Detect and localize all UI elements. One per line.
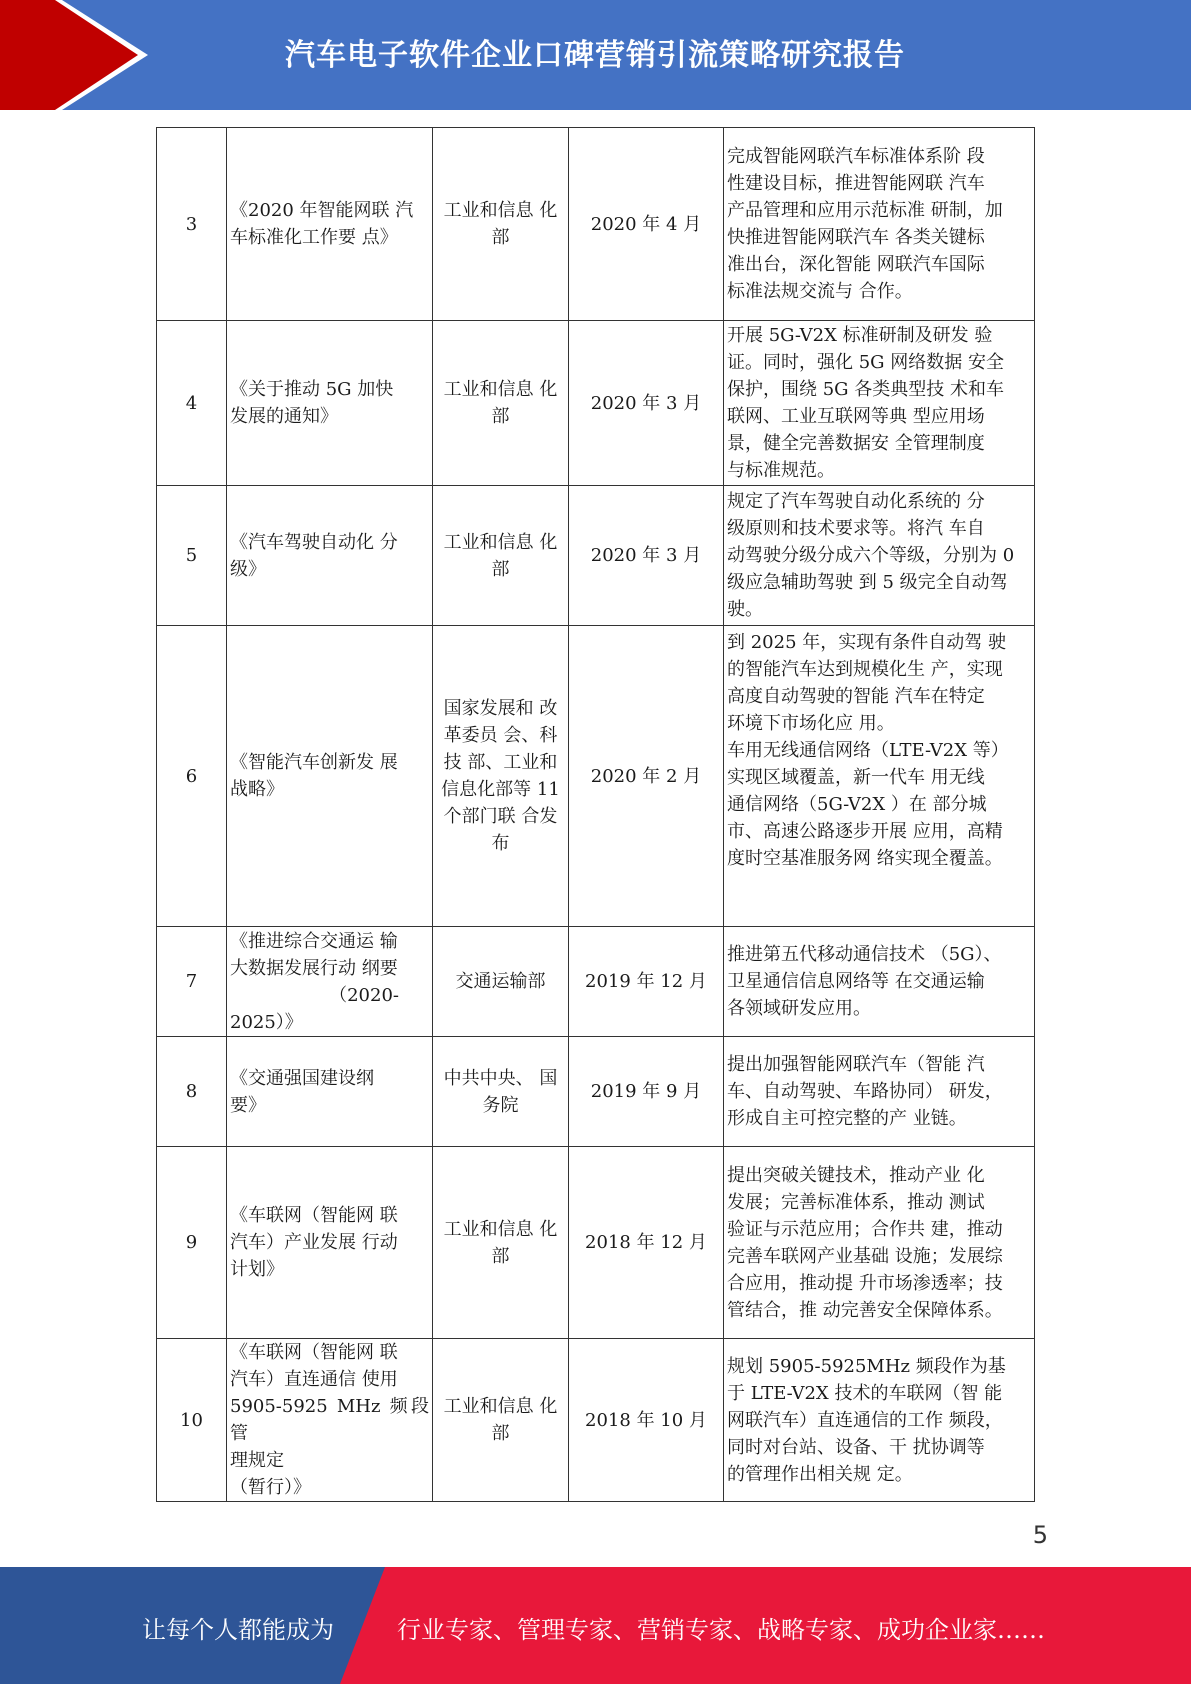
row-number: 4: [157, 321, 227, 486]
issuing-department: 工业和信息 化 部: [433, 1147, 569, 1339]
table-row: [157, 927, 1035, 1037]
issuing-department: 国家发展和 改 革委员 会、科 技 部、工业和 信息化部等 11 个部门联 合发 布: [433, 626, 569, 927]
footer-slogan-left: 让每个人都能成为: [142, 1616, 334, 1644]
row-number: 8: [157, 1037, 227, 1147]
table-row: [157, 486, 1035, 626]
footer-slogan-right: 行业专家、管理专家、营销专家、战略专家、成功企业家……: [397, 1616, 1045, 1644]
issue-date: 2019 年 9 月: [569, 1037, 724, 1147]
row-number: 9: [157, 1147, 227, 1339]
policy-name: 《交通强国建设纲 要》: [227, 1037, 433, 1147]
policy-description: 开展 5G-V2X 标准研制及研发 验 证。同时，强化 5G 网络数据 安全 保护，围绕 5G 各类典型技 术和车 联网、工业互联网等典 型应用场 景，健全完善数据安 全管理制度 与标准规范。: [724, 321, 1035, 486]
policy-description: 提出突破关键技术，推动产业 化 发展；完善标准体系，推动 测试 验证与示范应用；合作共 建，推动 完善车联网产业基础 设施；发展综 合应用，推动提 升市场渗透率；技 管结合，推 动完善安全保障体系。: [724, 1147, 1035, 1339]
page-header: [0, 0, 1191, 110]
issuing-department: 工业和信息 化 部: [433, 1339, 569, 1502]
issue-date: 2018 年 12 月: [569, 1147, 724, 1339]
policy-description: 提出加强智能网联汽车（智能 汽 车、自动驾驶、车路协同） 研发， 形成自主可控完整的产 业链。: [724, 1037, 1035, 1147]
page-number: 5: [1032, 1521, 1048, 1549]
policy-table: [156, 127, 1035, 1502]
issue-date: 2019 年 12 月: [569, 927, 724, 1037]
issuing-department: 交通运输部: [433, 927, 569, 1037]
policy-name: 《2020 年智能网联 汽 车标准化工作要 点》: [227, 128, 433, 321]
issuing-department: 工业和信息 化 部: [433, 128, 569, 321]
table-row: [157, 626, 1035, 927]
policy-name: 《车联网（智能网 联 汽车）直连通信 使用 5905-5925 MHz 频段管 理规定 （暂行）》: [227, 1339, 433, 1502]
issuing-department: 工业和信息 化 部: [433, 321, 569, 486]
row-number: 7: [157, 927, 227, 1037]
issue-date: 2020 年 2 月: [569, 626, 724, 927]
issue-date: 2020 年 3 月: [569, 321, 724, 486]
table-row: [157, 1037, 1035, 1147]
policy-description: 到 2025 年，实现有条件自动驾 驶 的智能汽车达到规模化生 产，实现 高度自动驾驶的智能 汽车在特定 环境下市场化应 用。 车用无线通信网络（LTE-V2X 等） 实现区域覆盖，新一代车 用无线 通信网络（5G-V2X ）在 部分城 市、高速公路逐步开展 应用，高精 度时空基准服务网 络实现全覆盖。: [724, 626, 1035, 927]
row-number: 10: [157, 1339, 227, 1502]
policy-name: 《智能汽车创新发 展 战略》: [227, 626, 433, 927]
row-number: 3: [157, 128, 227, 321]
policy-description: 推进第五代移动通信技术 （5G）、 卫星通信信息网络等 在交通运输 各领域研发应用。: [724, 927, 1035, 1037]
header-chevron-icon: [0, 0, 160, 110]
issue-date: 2020 年 3 月: [569, 486, 724, 626]
policy-description: 规定了汽车驾驶自动化系统的 分 级原则和技术要求等。将汽 车自 动驾驶分级分成六个等级，分别为 0 级应急辅助驾驶 到 5 级完全自动驾 驶。: [724, 486, 1035, 626]
issue-date: 2018 年 10 月: [569, 1339, 724, 1502]
policy-name: 《推进综合交通运 输 大数据发展行动 纲要 （2020- 2025）》: [227, 927, 433, 1037]
policy-name: 《车联网（智能网 联 汽车）产业发展 行动 计划》: [227, 1147, 433, 1339]
row-number: 5: [157, 486, 227, 626]
issuing-department: 中共中央、 国 务院: [433, 1037, 569, 1147]
table-row: [157, 1339, 1035, 1502]
table-row: [157, 321, 1035, 486]
header-title: 汽车电子软件企业口碑营销引流策略研究报告: [285, 38, 905, 73]
policy-description: 完成智能网联汽车标准体系阶 段 性建设目标，推进智能网联 汽车 产品管理和应用示范标准 研制，加 快推进智能网联汽车 各类关键标 准出台，深化智能 网联汽车国际 标准法规交流与 合作。: [724, 128, 1035, 321]
table-row: [157, 128, 1035, 321]
policy-name: 《关于推动 5G 加快 发展的通知》: [227, 321, 433, 486]
policy-description: 规划 5905-5925MHz 频段作为基 于 LTE-V2X 技术的车联网（智 能 网联汽车）直连通信的工作 频段， 同时对台站、设备、干 扰协调等 的管理作出相关规 定。: [724, 1339, 1035, 1502]
policy-name: 《汽车驾驶自动化 分 级》: [227, 486, 433, 626]
issue-date: 2020 年 4 月: [569, 128, 724, 321]
issuing-department: 工业和信息 化 部: [433, 486, 569, 626]
row-number: 6: [157, 626, 227, 927]
page-footer: [0, 1567, 1191, 1684]
table-row: [157, 1147, 1035, 1339]
